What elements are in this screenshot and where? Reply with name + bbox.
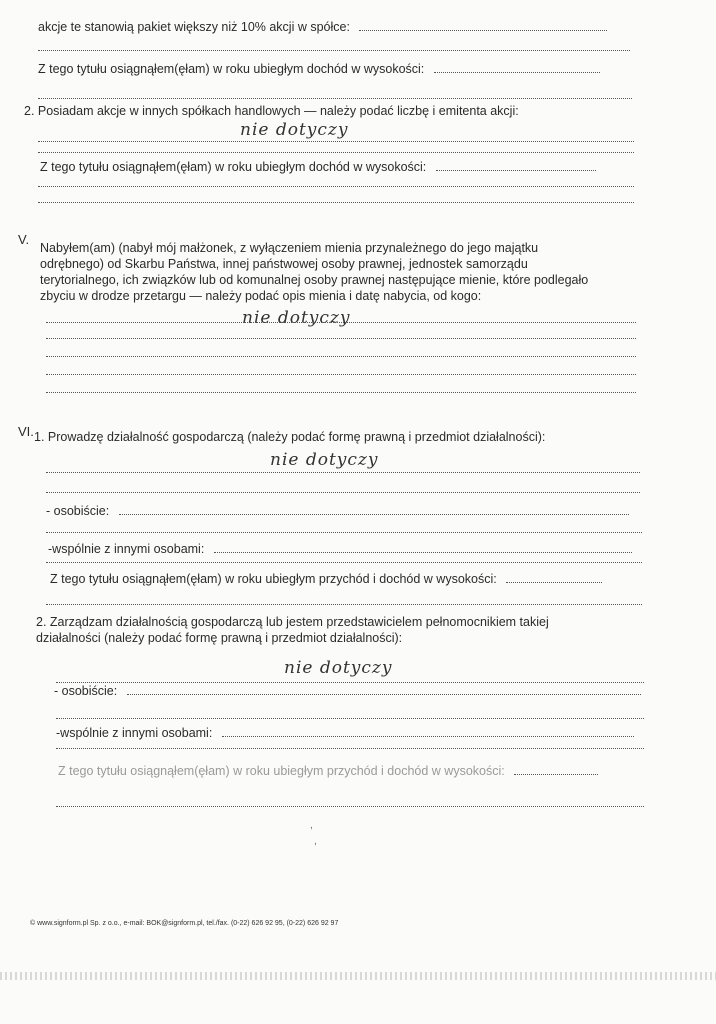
jointly-line-2	[56, 726, 634, 740]
personally-line-2	[54, 684, 641, 698]
income-label: Z tego tytułu osiągnąłem(ęłam) w roku ubiegłym dochód w wysokości:	[38, 62, 425, 76]
business-activity-heading: 1. Prowadzę działalność gospodarczą (należy podać formę prawną i przedmiot działalności):	[34, 430, 546, 444]
fill-line	[436, 170, 596, 171]
stray-mark: ,	[310, 820, 313, 831]
fill-line	[514, 774, 598, 775]
dotted-line	[56, 682, 644, 683]
personally-label: - osobiście:	[54, 684, 118, 698]
handwritten-answer: nie dotyczy	[270, 450, 379, 470]
jointly-label: -wspólnie z innymi osobami:	[56, 726, 213, 740]
dotted-line	[38, 98, 632, 99]
shares-10-percent-label: akcje te stanowią pakiet większy niż 10% akcji w spółce:	[38, 20, 350, 34]
dotted-line	[38, 50, 630, 51]
dotted-line	[46, 562, 642, 563]
dotted-line	[46, 356, 636, 357]
handwritten-answer: nie dotyczy	[242, 308, 351, 328]
fill-line	[127, 694, 641, 695]
section-v-numeral: V.	[18, 232, 30, 247]
section-v-text: Nabyłem(am) (nabył mój małżonek, z wyłączeniem mienia przynależnego do jego majątku odrębnego) od Skarbu Państwa, innej państwowej osoby prawnej, jednostek samorządu terytorialnego, ich związków lub od komunalnej osoby prawnej następujące mienie, które podlegało zbyciu w drodze przetargu — należy podać opis mienia i datę nabycia, od kogo:	[40, 241, 589, 303]
jointly-line	[48, 542, 632, 556]
dotted-line	[46, 322, 636, 323]
dotted-line	[46, 392, 636, 393]
fill-line	[506, 582, 602, 583]
dotted-line	[46, 532, 642, 533]
shares-10-percent-line	[38, 20, 607, 34]
dotted-line	[46, 604, 642, 605]
stray-mark: ,	[314, 836, 317, 847]
business-management-heading: 2. Zarządzam działalnością gospodarczą lub jestem przedstawicielem pełnomocnikiem takiej działalności (należy podać formę prawną i przedmiot działalności):	[36, 615, 549, 645]
publisher-footer: © www.signform.pl Sp. z o.o., e-mail: BOK@signform.pl, tel./fax. (0-22) 626 92 95, (0-22) 626 92 97	[30, 920, 339, 927]
jointly-label: -wspólnie z innymi osobami:	[48, 542, 205, 556]
dotted-line	[46, 492, 640, 493]
dotted-line	[56, 748, 644, 749]
dotted-line	[56, 806, 644, 807]
income-line-4	[58, 764, 598, 778]
fill-line	[119, 514, 629, 515]
income-label: Z tego tytułu osiągnąłem(ęłam) w roku ubiegłym dochód w wysokości:	[40, 160, 427, 174]
fill-line	[434, 72, 600, 73]
income-line-2	[40, 160, 596, 174]
section-vi-numeral: VI.	[18, 424, 34, 439]
dotted-line	[38, 202, 634, 203]
fill-line	[359, 30, 607, 31]
fill-line	[214, 552, 632, 553]
dotted-line	[38, 141, 634, 142]
income-label: Z tego tytułu osiągnąłem(ęłam) w roku ubiegłym przychód i dochód w wysokości:	[50, 572, 497, 586]
dotted-line	[46, 472, 640, 473]
dotted-line	[38, 152, 634, 153]
income-label: Z tego tytułu osiągnąłem(ęłam) w roku ubiegłym przychód i dochód w wysokości:	[58, 764, 505, 778]
personally-label: - osobiście:	[46, 504, 110, 518]
fill-line	[222, 736, 634, 737]
other-companies-shares-heading: 2. Posiadam akcje w innych spółkach handlowych — należy podać liczbę i emitenta akcji:	[24, 104, 519, 118]
dotted-line	[46, 338, 636, 339]
dotted-line	[38, 186, 634, 187]
income-line-3	[50, 572, 602, 586]
dotted-line	[46, 374, 636, 375]
dotted-line	[56, 718, 644, 719]
handwritten-answer: nie dotyczy	[240, 120, 349, 140]
income-line-1	[38, 62, 600, 76]
personally-line	[46, 504, 629, 518]
handwritten-answer: nie dotyczy	[284, 658, 393, 678]
scan-edge	[0, 972, 716, 980]
